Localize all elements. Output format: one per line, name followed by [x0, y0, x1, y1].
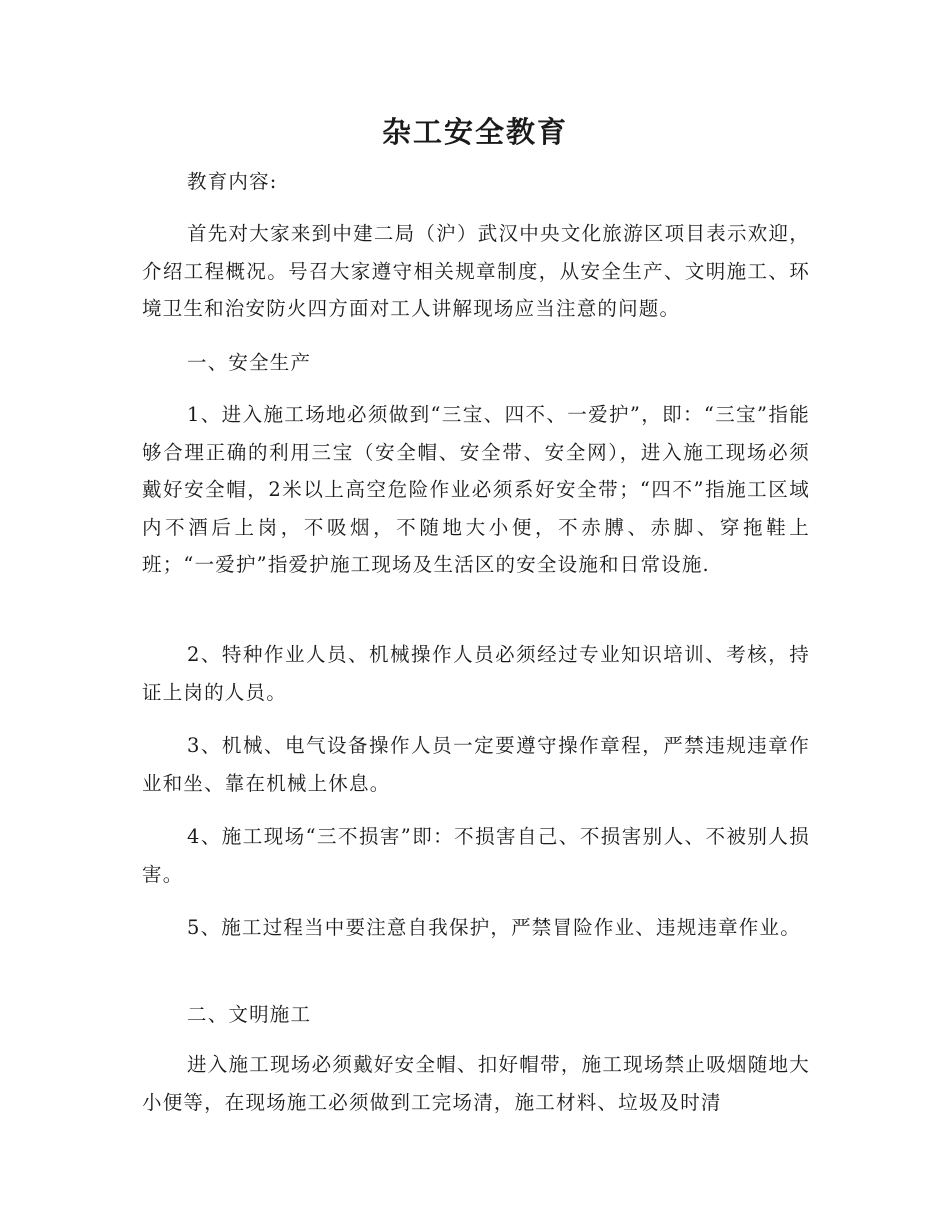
paragraph-item-1: 1、进入施工场地必须做到“三宝、四不、一爱护”，即：“三宝”指能够合理正确的利用三宝（安全帽、安全带、安全网），进入施工现场必须戴好安全帽，2米以上高空危险作业必须系好安全带；“四不”指施工区域内不酒后上岗，不吸烟，不随地大小便，不赤膊、赤脚、穿拖鞋上班；“一爱护”指爱护施工现场及生活区的安全设施和日常设施. [142, 403, 810, 576]
paragraph-item-3: 3、机械、电气设备操作人员一定要遵守操作章程，严禁违规违章作业和坐、靠在机械上休息。 [142, 734, 810, 795]
paragraph-item-4: 4、施工现场“三不损害”即：不损害自己、不损害别人、不被别人损害。 [142, 825, 810, 886]
section-heading-civilized-construction: 二、文明施工 [187, 1003, 312, 1026]
section-heading-safety-production: 一、安全生产 [187, 351, 312, 374]
paragraph-civilized-construction: 进入施工现场必须戴好安全帽、扣好帽带，施工现场禁止吸烟随地大小便等，在现场施工必须做到工完场清，施工材料、垃圾及时清 [142, 1053, 810, 1114]
paragraph-education-content: 教育内容: [187, 170, 278, 193]
document-title: 杂工安全教育 [381, 115, 568, 149]
paragraph-introduction: 首先对大家来到中建二局（沪）武汉中央文化旅游区项目表示欢迎，介绍工程概况。号召大家遵守相关规章制度，从安全生产、文明施工、环境卫生和治安防火四方面对工人讲解现场应当注意的问题。 [142, 222, 810, 320]
paragraph-item-5: 5、施工过程当中要注意自我保护，严禁冒险作业、违规违章作业。 [187, 916, 801, 939]
paragraph-item-2: 2、特种作业人员、机械操作人员必须经过专业知识培训、考核，持证上岗的人员。 [142, 643, 810, 704]
